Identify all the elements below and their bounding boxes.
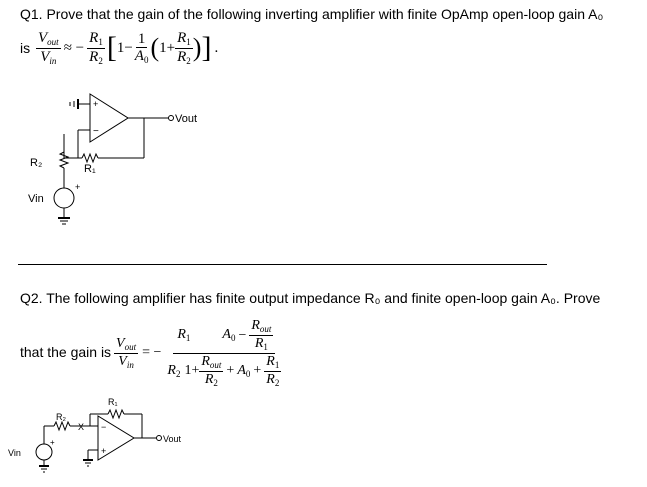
q1-vin-plus: + xyxy=(75,182,81,192)
q2-vout-vin-fraction: $\frac{V_{out}}{V_{in}}$ xyxy=(116,335,137,370)
q2-r1-resistor xyxy=(108,410,124,418)
q2-formula: $\frac{V_{out}}{V_{in}}$ = − $R_1$ $A_0$ − $\frac{R_{out}}{R_1}$ $R_2$ 1 + $\frac{R_{out}}{R_2}$ + $A_0$ + $\frac{R_1}{R_2}$ xyxy=(114,318,283,389)
q1-minus-label: − xyxy=(93,126,99,137)
q2-lead-text: that the gain is xyxy=(20,344,112,360)
q2-r1-label: R₁ xyxy=(108,397,118,407)
q1-vout-vin-fraction: $\frac{V_{out}}{V_{in}}$ xyxy=(38,30,59,66)
q2-x-node-label: X xyxy=(78,422,85,432)
q1-r2-label: R₂ xyxy=(30,157,43,169)
q2-vout-label: Vout xyxy=(163,434,182,444)
q1-vin-source xyxy=(54,188,74,208)
q1-vout-label: Vout xyxy=(175,113,198,125)
q1-is-label: is xyxy=(20,40,31,56)
q1-r1-r2-fraction-inner: $\frac{R_1}{R_2}$ xyxy=(177,30,191,66)
q2-r2-label: R₂ xyxy=(56,412,66,422)
q1-r1-r2-fraction: $\frac{R_1}{R_2}$ xyxy=(89,30,103,66)
q1-inverse-a0-fraction: $\frac{1}{A_0}$ xyxy=(134,30,149,66)
q2-big-fraction: $R_1$ $A_0$ − $\frac{R_{out}}{R_1}$ $R_2$ 1 + $\frac{R_{out}}{R_2}$ + $A_0$ + $\frac{R_1}{R_2}$ xyxy=(167,318,280,388)
q1-approx-sign: ≈ − xyxy=(63,39,85,56)
q1-circuit-diagram xyxy=(20,90,220,240)
section-divider xyxy=(18,264,547,265)
q2-plus-label: + xyxy=(101,446,107,456)
q1-vout-terminal xyxy=(169,116,174,121)
q1-r1-label: R₁ xyxy=(84,163,96,175)
q2-minus-label: − xyxy=(101,422,107,432)
q1-plus-label: + xyxy=(93,99,99,109)
q2-r2-resistor xyxy=(54,422,70,430)
q2-vin-plus: + xyxy=(50,438,55,447)
q2-vout-terminal xyxy=(157,436,162,441)
q1-vin-label: Vin xyxy=(28,193,44,205)
q1-formula: $\frac{V_{out}}{V_{in}}$ ≈ − $\frac{R_1}{R_2}$ [ 1 − $\frac{1}{A_0}$ ( 1 + $\frac{R_1}{R_2}$ ) ] . xyxy=(38,30,219,66)
q2-vin-label: Vin xyxy=(8,448,21,458)
q2-circuit-diagram xyxy=(4,390,204,482)
q2-prompt: Q2. The following amplifier has finite output impedance R₀ and finite open-loop gain A₀. Prove xyxy=(20,290,601,306)
q1-prompt: Q1. Prove that the gain of the following inverting amplifier with finite OpAmp open-loop gain A₀ xyxy=(20,6,604,22)
q1-r1-resistor xyxy=(82,154,98,162)
